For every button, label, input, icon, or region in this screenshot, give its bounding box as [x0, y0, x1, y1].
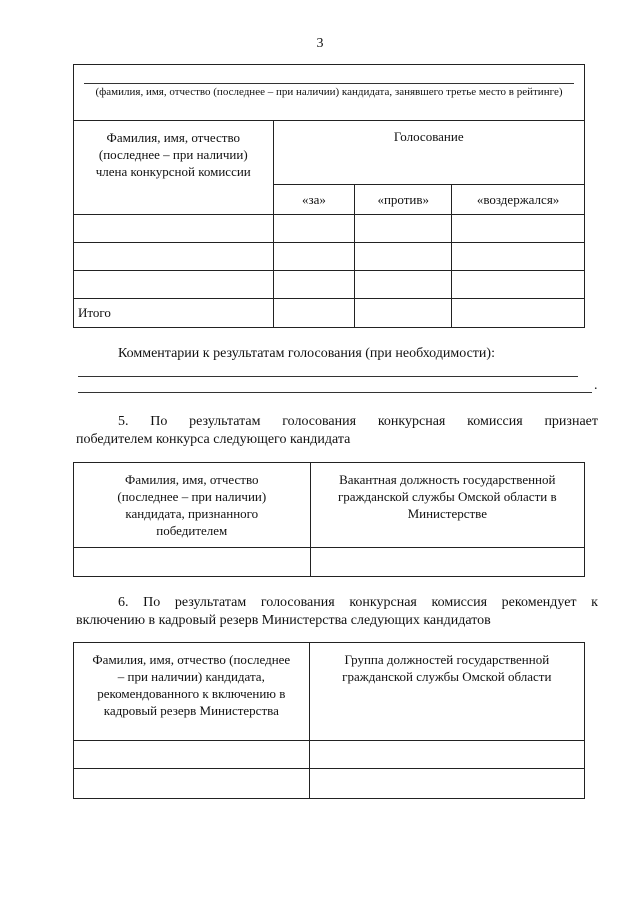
position-group-cell[interactable] [309, 741, 584, 769]
winner-name-header: Фамилия, имя, отчество (последнее – при наличии) кандидата, признанного победителем [74, 463, 311, 548]
winner-name-cell[interactable] [74, 548, 311, 577]
col-for-header: «за» [273, 185, 355, 215]
section5-text-line2: победителем конкурса следующего кандидата [76, 432, 351, 447]
comments-line-1[interactable] [78, 376, 578, 377]
total-for-cell[interactable] [273, 299, 355, 328]
comments-end-mark: . [594, 378, 598, 393]
position-group-cell[interactable] [309, 769, 584, 799]
section6-text-line1: 6. По результатам голосования конкурсная комиссия рекомендует к [118, 595, 598, 610]
reserve-candidate-header: Фамилия, имя, отчество (последнее – при наличии) кандидата, рекомендованного к включению в кадровый резерв Министерства [74, 643, 310, 741]
total-abstained-cell[interactable] [452, 299, 585, 328]
vote-against-cell[interactable] [355, 215, 452, 243]
col-abstained-header: «воздержался» [452, 185, 585, 215]
page-number: 3 [316, 36, 324, 51]
table-row [74, 548, 585, 577]
reserve-table [73, 642, 585, 799]
vote-for-cell[interactable] [273, 271, 355, 299]
total-against-cell[interactable] [355, 299, 452, 328]
comments-label: Комментарии к результатам голосования (при необходимости): [118, 346, 495, 361]
table-row [74, 243, 585, 271]
vote-abstained-cell[interactable] [452, 243, 585, 271]
vote-for-cell[interactable] [273, 243, 355, 271]
member-name-header: Фамилия, имя, отчество (последнее – при наличии) члена конкурсной комиссии [74, 121, 274, 215]
vacant-position-cell[interactable] [310, 548, 584, 577]
reserve-candidate-cell[interactable] [74, 769, 310, 799]
table-row [74, 741, 585, 769]
table-row [74, 769, 585, 799]
member-name-cell[interactable] [74, 215, 274, 243]
vote-abstained-cell[interactable] [452, 215, 585, 243]
voting-table [73, 64, 585, 328]
total-label: Итого [74, 299, 274, 328]
section6-text-line2: включению в кадровый резерв Министерства следующих кандидатов [76, 613, 491, 628]
vote-against-cell[interactable] [355, 271, 452, 299]
reserve-candidate-cell[interactable] [74, 741, 310, 769]
voting-header: Голосование [273, 121, 584, 185]
winner-table [73, 462, 585, 577]
member-name-cell[interactable] [74, 271, 274, 299]
position-group-header: Группа должностей государственной гражданской службы Омской области [309, 643, 584, 741]
table-row [74, 271, 585, 299]
vote-for-cell[interactable] [273, 215, 355, 243]
vote-abstained-cell[interactable] [452, 271, 585, 299]
total-row [74, 299, 585, 328]
comments-line-2[interactable] [78, 392, 592, 393]
third-place-candidate-cell[interactable] [74, 65, 585, 121]
col-against-header: «против» [355, 185, 452, 215]
third-place-caption: (фамилия, имя, отчество (последнее – при наличии) кандидата, занявшего третье место в рейтинге) [95, 86, 563, 98]
table-row [74, 215, 585, 243]
vote-against-cell[interactable] [355, 243, 452, 271]
member-name-cell[interactable] [74, 243, 274, 271]
vacant-position-header: Вакантная должность государственной гражданской службы Омской области в Министерстве [310, 463, 584, 548]
section5-text-line1: 5. По результатам голосования конкурсная комиссия признает [118, 414, 598, 429]
